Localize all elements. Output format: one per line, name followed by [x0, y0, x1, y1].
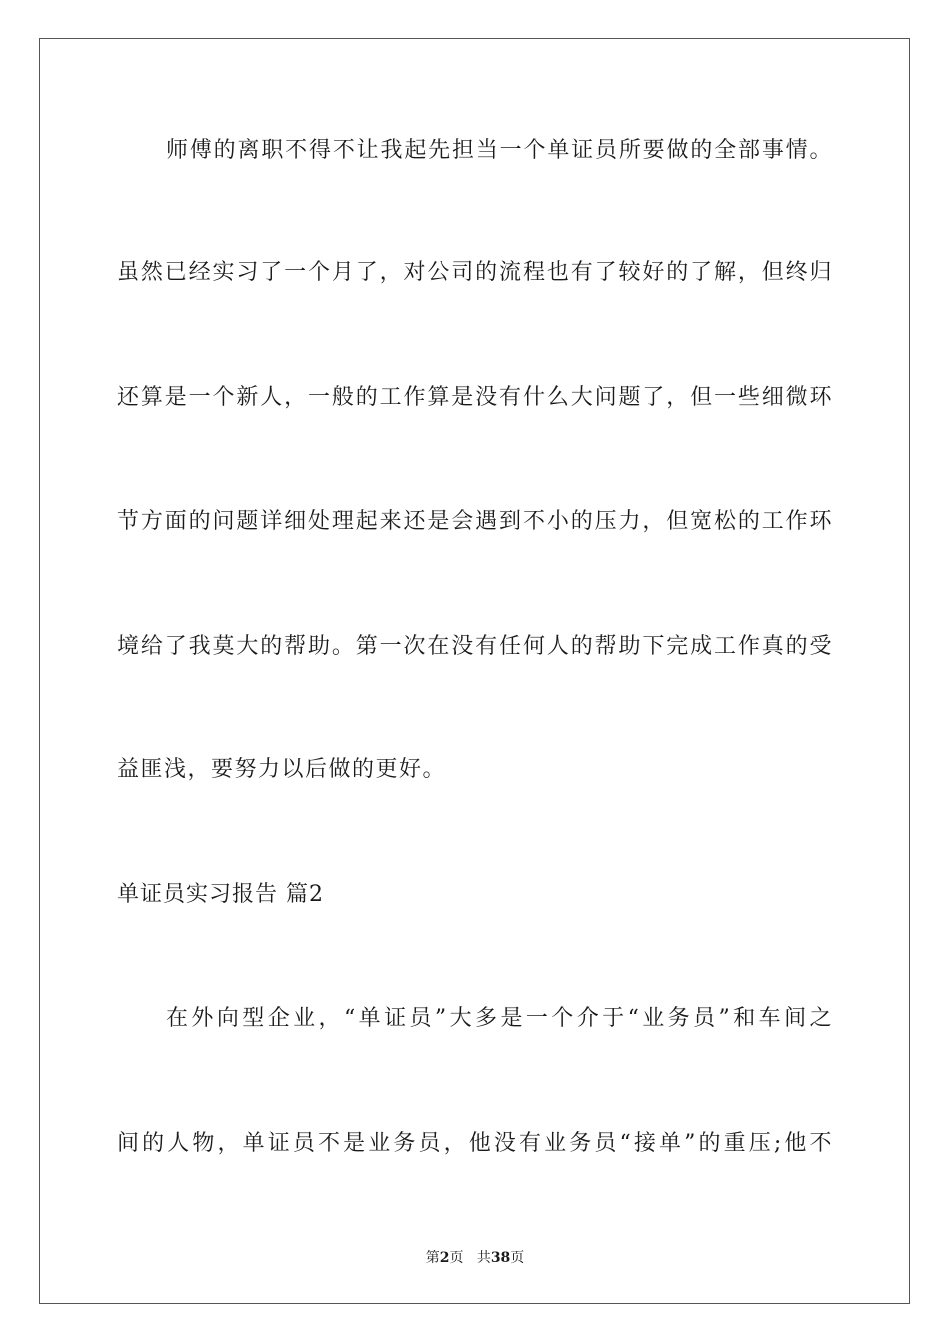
- text-line: 间的人物，单证员不是业务员，他没有业务员“接单”的重压;他不: [117, 1131, 833, 1156]
- text-line: 境给了我莫大的帮助。第一次在没有任何人的帮助下完成工作真的受: [117, 634, 833, 659]
- page-border: [39, 38, 910, 1304]
- text-line: 在外向型企业，“单证员”大多是一个介于“业务员”和车间之: [166, 1006, 833, 1031]
- page-footer: [0, 1248, 950, 1268]
- text-line: 虽然已经实习了一个月了，对公司的流程也有了较好的了解，但终归: [117, 260, 833, 285]
- text-line: 节方面的问题详细处理起来还是会遇到不小的压力，但宽松的工作环: [117, 509, 833, 534]
- section-heading: 单证员实习报告 篇2: [117, 882, 324, 907]
- footer-page-number: 2: [439, 1250, 450, 1266]
- text-line: 师傅的离职不得不让我起先担当一个单证员所要做的全部事情。: [166, 138, 833, 163]
- footer-prefix: 第: [425, 1250, 440, 1266]
- footer-total-pages: 38: [490, 1250, 511, 1266]
- footer-total-prefix: 共: [476, 1250, 491, 1266]
- text-line: 还算是一个新人，一般的工作算是没有什么大问题了，但一些细微环: [117, 385, 833, 410]
- text-line: 益匪浅，要努力以后做的更好。: [117, 757, 447, 782]
- footer-page-suffix: 页: [449, 1250, 464, 1266]
- footer-total-suffix: 页: [510, 1250, 525, 1266]
